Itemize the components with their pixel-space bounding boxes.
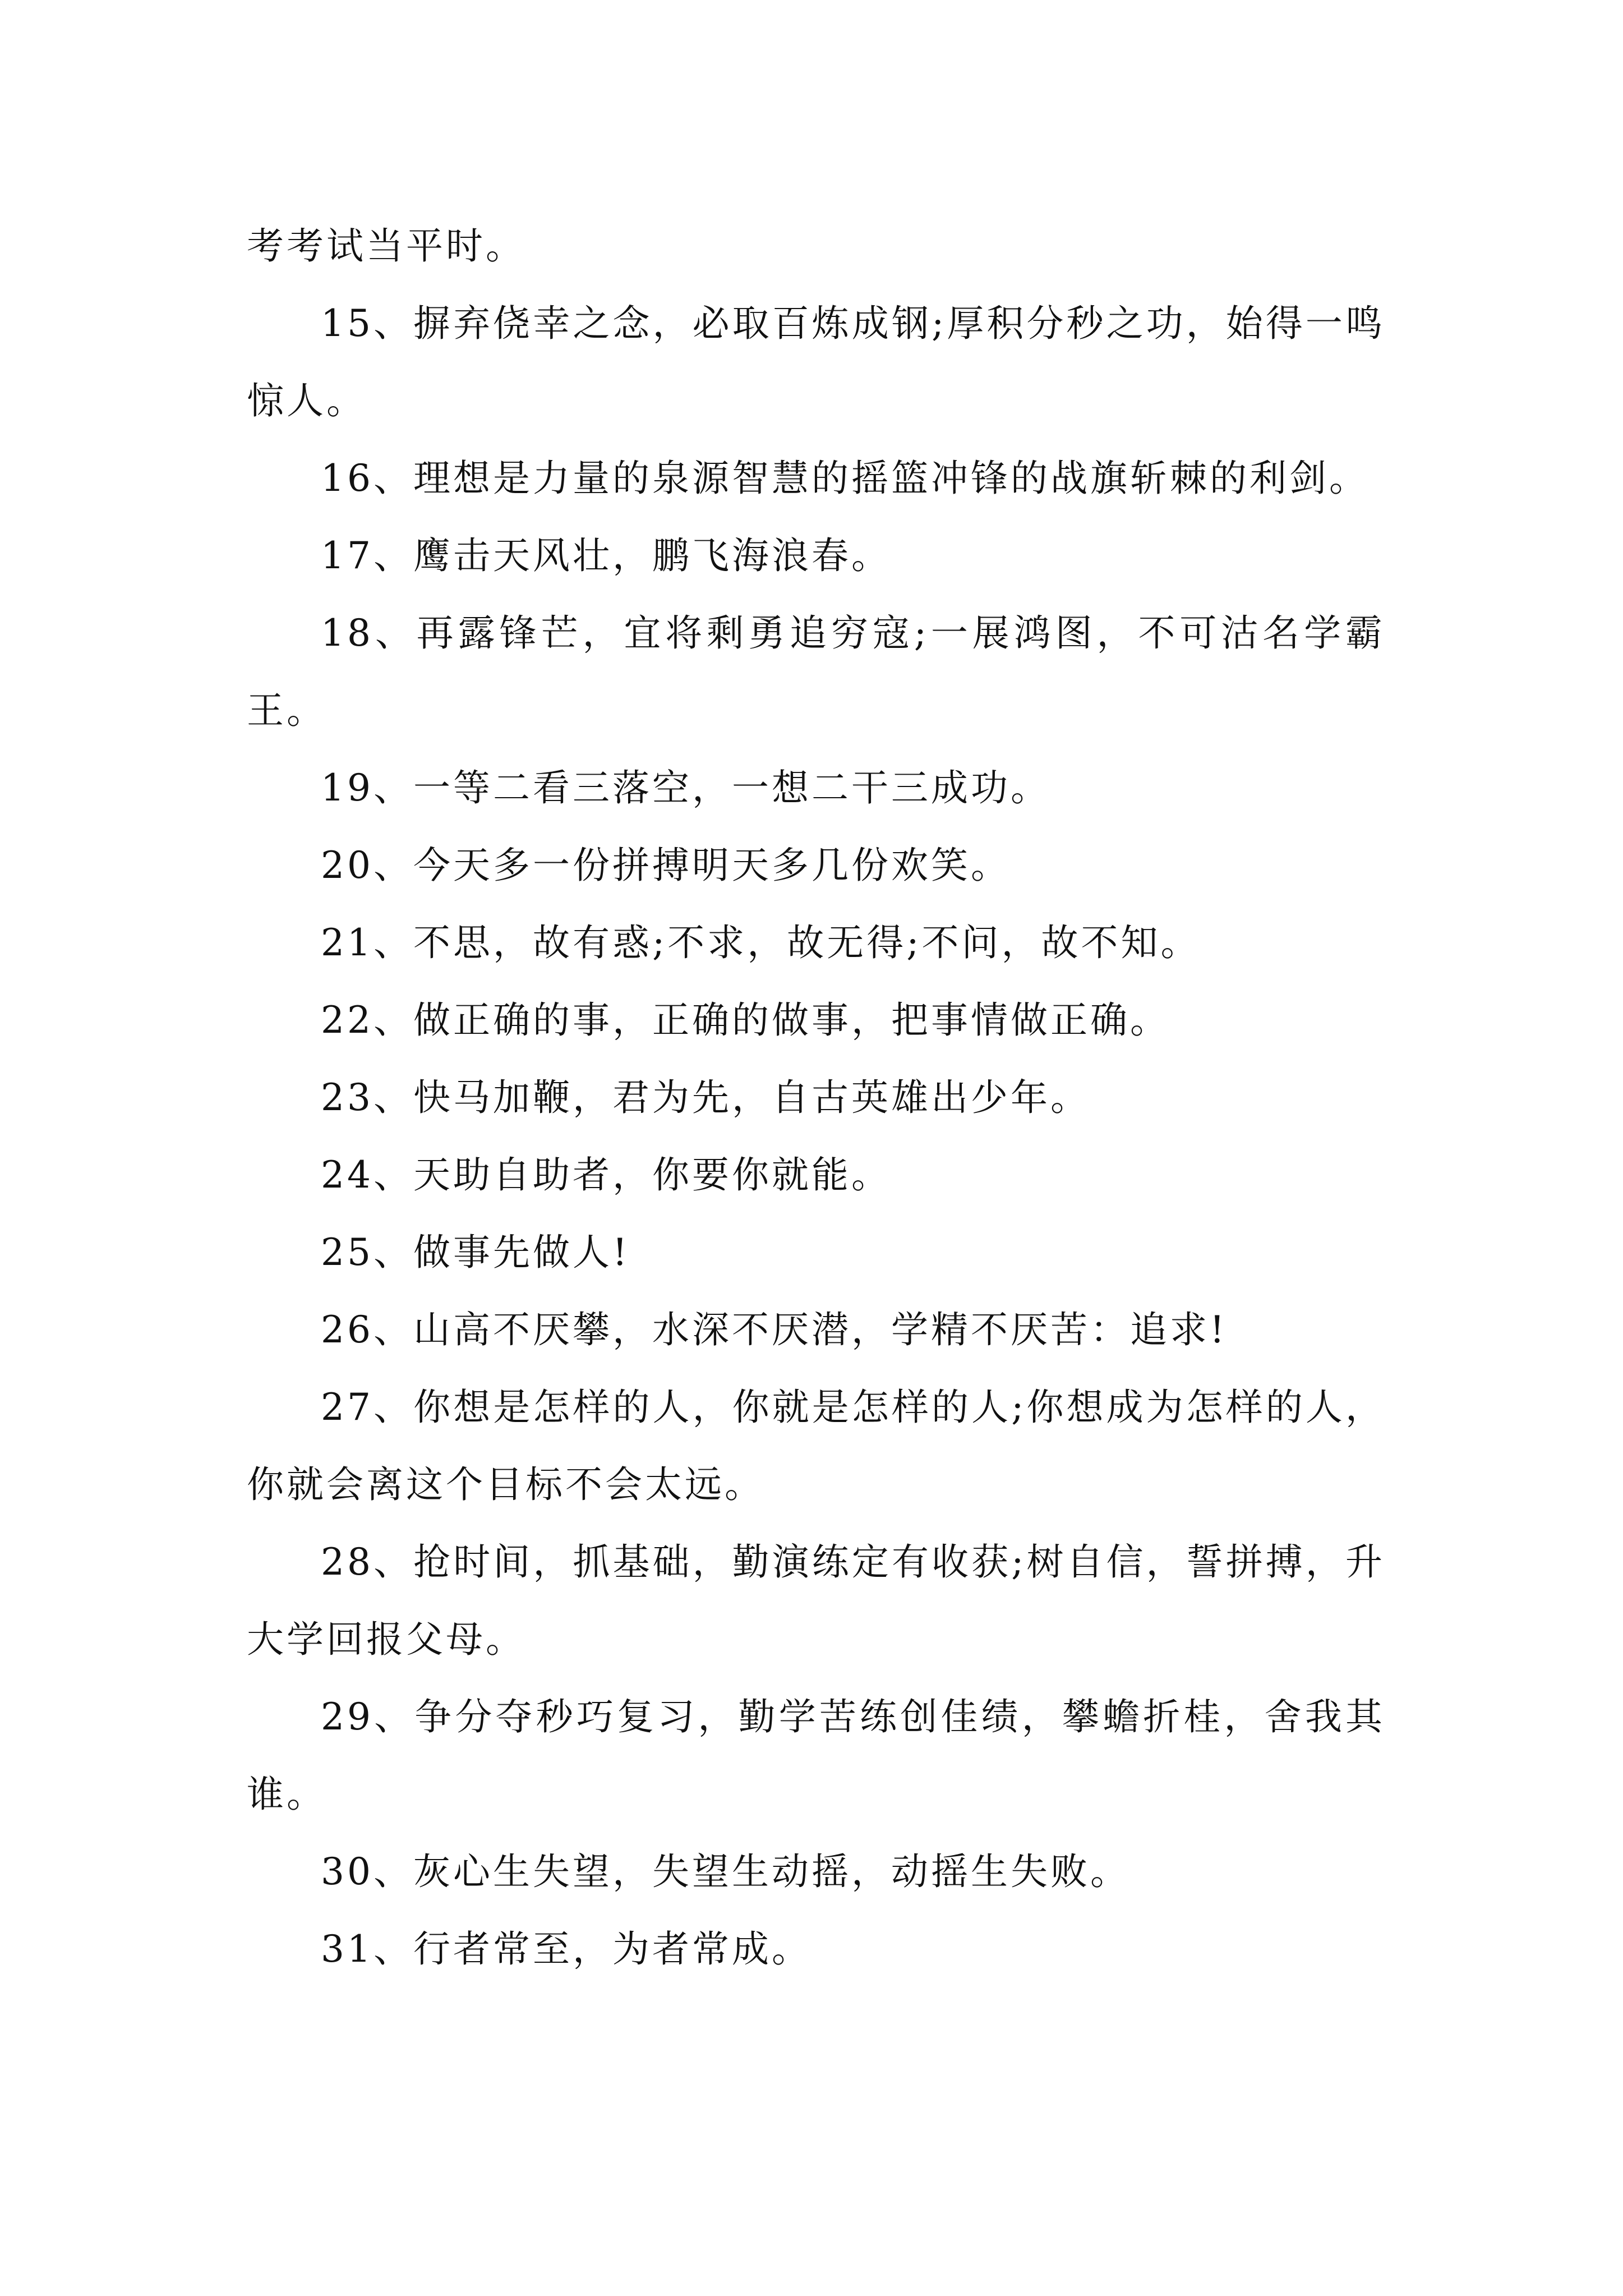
- quote-15: 15、摒弃侥幸之念，必取百炼成钢;厚积分秒之功，始得一鸣惊人。: [247, 302, 1385, 422]
- quote-30: 30、灰心生失望，失望生动摇，动摇生失败。: [321, 1850, 1130, 1893]
- quote-17: 17、鹰击天风壮，鹏飞海浪春。: [321, 534, 891, 577]
- quote-22: 22、做正确的事，正确的做事，把事情做正确。: [321, 999, 1170, 1042]
- quote-23: 23、快马加鞭，君为先，自古英雄出少年。: [321, 1076, 1090, 1119]
- quote-31: 31、行者常至，为者常成。: [321, 1927, 811, 1971]
- quote-16: 16、理想是力量的泉源智慧的摇篮冲锋的战旗斩棘的利剑。: [321, 457, 1369, 500]
- quote-18: 18、再露锋芒，宜将剩勇追穷寇;一展鸿图，不可沽名学霸王。: [247, 611, 1385, 732]
- continuation-paragraph: 考考试当平时。: [247, 224, 525, 268]
- quote-24: 24、天助自助者，你要你就能。: [321, 1153, 891, 1197]
- quote-28: 28、抢时间，抓基础，勤演练定有收获;树自信，誓拼搏，升大学回报父母。: [247, 1540, 1385, 1661]
- quote-20: 20、今天多一份拼搏明天多几份欢笑。: [321, 844, 1011, 887]
- quote-27: 27、你想是怎样的人，你就是怎样的人;你想成为怎样的人，你就会离这个目标不会太远。: [247, 1386, 1385, 1506]
- document-body: [247, 208, 1385, 1988]
- quote-26: 26、山高不厌攀，水深不厌潜，学精不厌苦：追求!: [321, 1308, 1228, 1351]
- quote-29: 29、争分夺秒巧复习，勤学苦练创佳绩，攀蟾折桂，舍我其谁。: [247, 1695, 1385, 1816]
- quote-25: 25、做事先做人!: [321, 1231, 630, 1274]
- quote-21: 21、不思，故有惑;不求，故无得;不问，故不知。: [321, 921, 1201, 964]
- quote-19: 19、一等二看三落空，一想二干三成功。: [321, 766, 1050, 809]
